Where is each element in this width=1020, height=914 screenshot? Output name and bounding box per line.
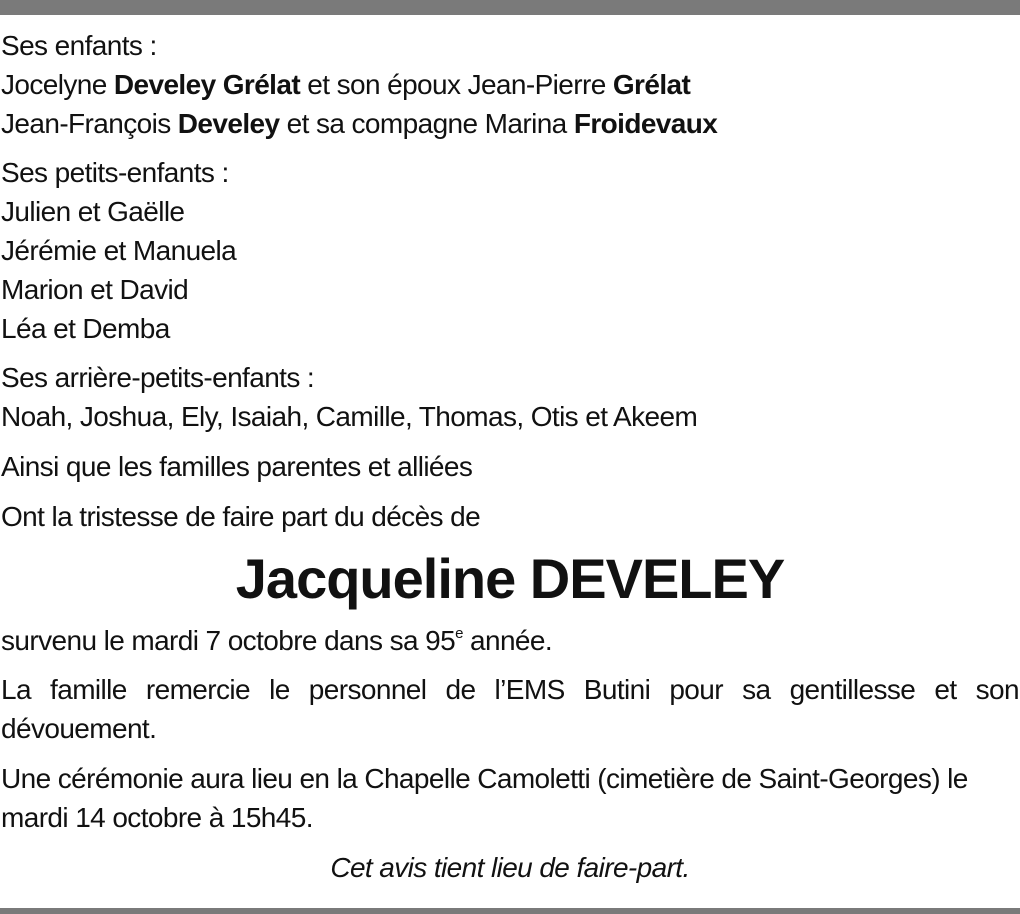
child-line-1	[1, 66, 1019, 105]
child-1-spouse-surname: Grélat	[612, 68, 691, 100]
child-line-2	[1, 105, 1019, 144]
children-heading: Ses enfants :	[1, 30, 157, 61]
great-grandchildren-section	[1, 359, 1019, 437]
child-1-surname: Develey Grélat	[113, 68, 301, 100]
death-date-end: année.	[462, 624, 553, 656]
death-date-paragraph	[1, 622, 1019, 661]
child-2-first-name: Jean-François	[1, 107, 178, 139]
deceased-name: Jacqueline DEVELEY	[235, 546, 785, 610]
children-section	[1, 27, 1019, 143]
great-grandchildren-line: Noah, Joshua, Ely, Isaiah, Camille, Thomas, Otis et Akeem	[1, 401, 698, 433]
families-paragraph	[1, 448, 1019, 487]
grandchildren-heading: Ses petits-enfants :	[1, 157, 229, 189]
child-1-first-name: Jocelyne	[1, 68, 114, 100]
announcement-text: Ont la tristesse de faire part du décès de	[1, 500, 481, 532]
grandchildren-line: Marion et David	[1, 273, 189, 305]
death-date-main: survenu le mardi 7 octobre dans sa 95	[1, 624, 456, 656]
closing-note: Cet avis tient lieu de faire-part.	[330, 851, 690, 883]
bottom-rule	[0, 908, 1020, 914]
announcement-paragraph	[1, 498, 1019, 537]
obituary-notice	[1, 27, 1019, 887]
families-text: Ainsi que les familles parentes et alliées	[1, 450, 473, 482]
grandchildren-line: Léa et Demba	[1, 312, 170, 344]
child-2-partner-text: et sa compagne Marina	[279, 107, 574, 139]
grandchildren-line: Julien et Gaëlle	[1, 196, 185, 228]
child-2-partner-surname: Froidevaux	[573, 107, 718, 139]
grandchildren-section	[1, 154, 1019, 348]
child-1-spouse-text: et son époux Jean-Pierre	[300, 68, 613, 100]
death-date-text	[1, 622, 1019, 661]
top-rule	[0, 0, 1020, 15]
thanks-paragraph: La famille remercie le personnel de l’EMS Butini pour sa gentillesse et son dévouement.	[1, 674, 1019, 745]
child-2-surname: Develey	[177, 107, 280, 139]
grandchildren-line: Jérémie et Manuela	[1, 234, 237, 266]
ordinal-superscript: e	[455, 624, 463, 642]
ceremony-paragraph: Une cérémonie aura lieu en la Chapelle Camoletti (cimetière de Saint-Georges) le mardi 14 octobre à 15h45.	[1, 762, 968, 833]
great-grandchildren-heading: Ses arrière-petits-enfants :	[1, 362, 315, 394]
